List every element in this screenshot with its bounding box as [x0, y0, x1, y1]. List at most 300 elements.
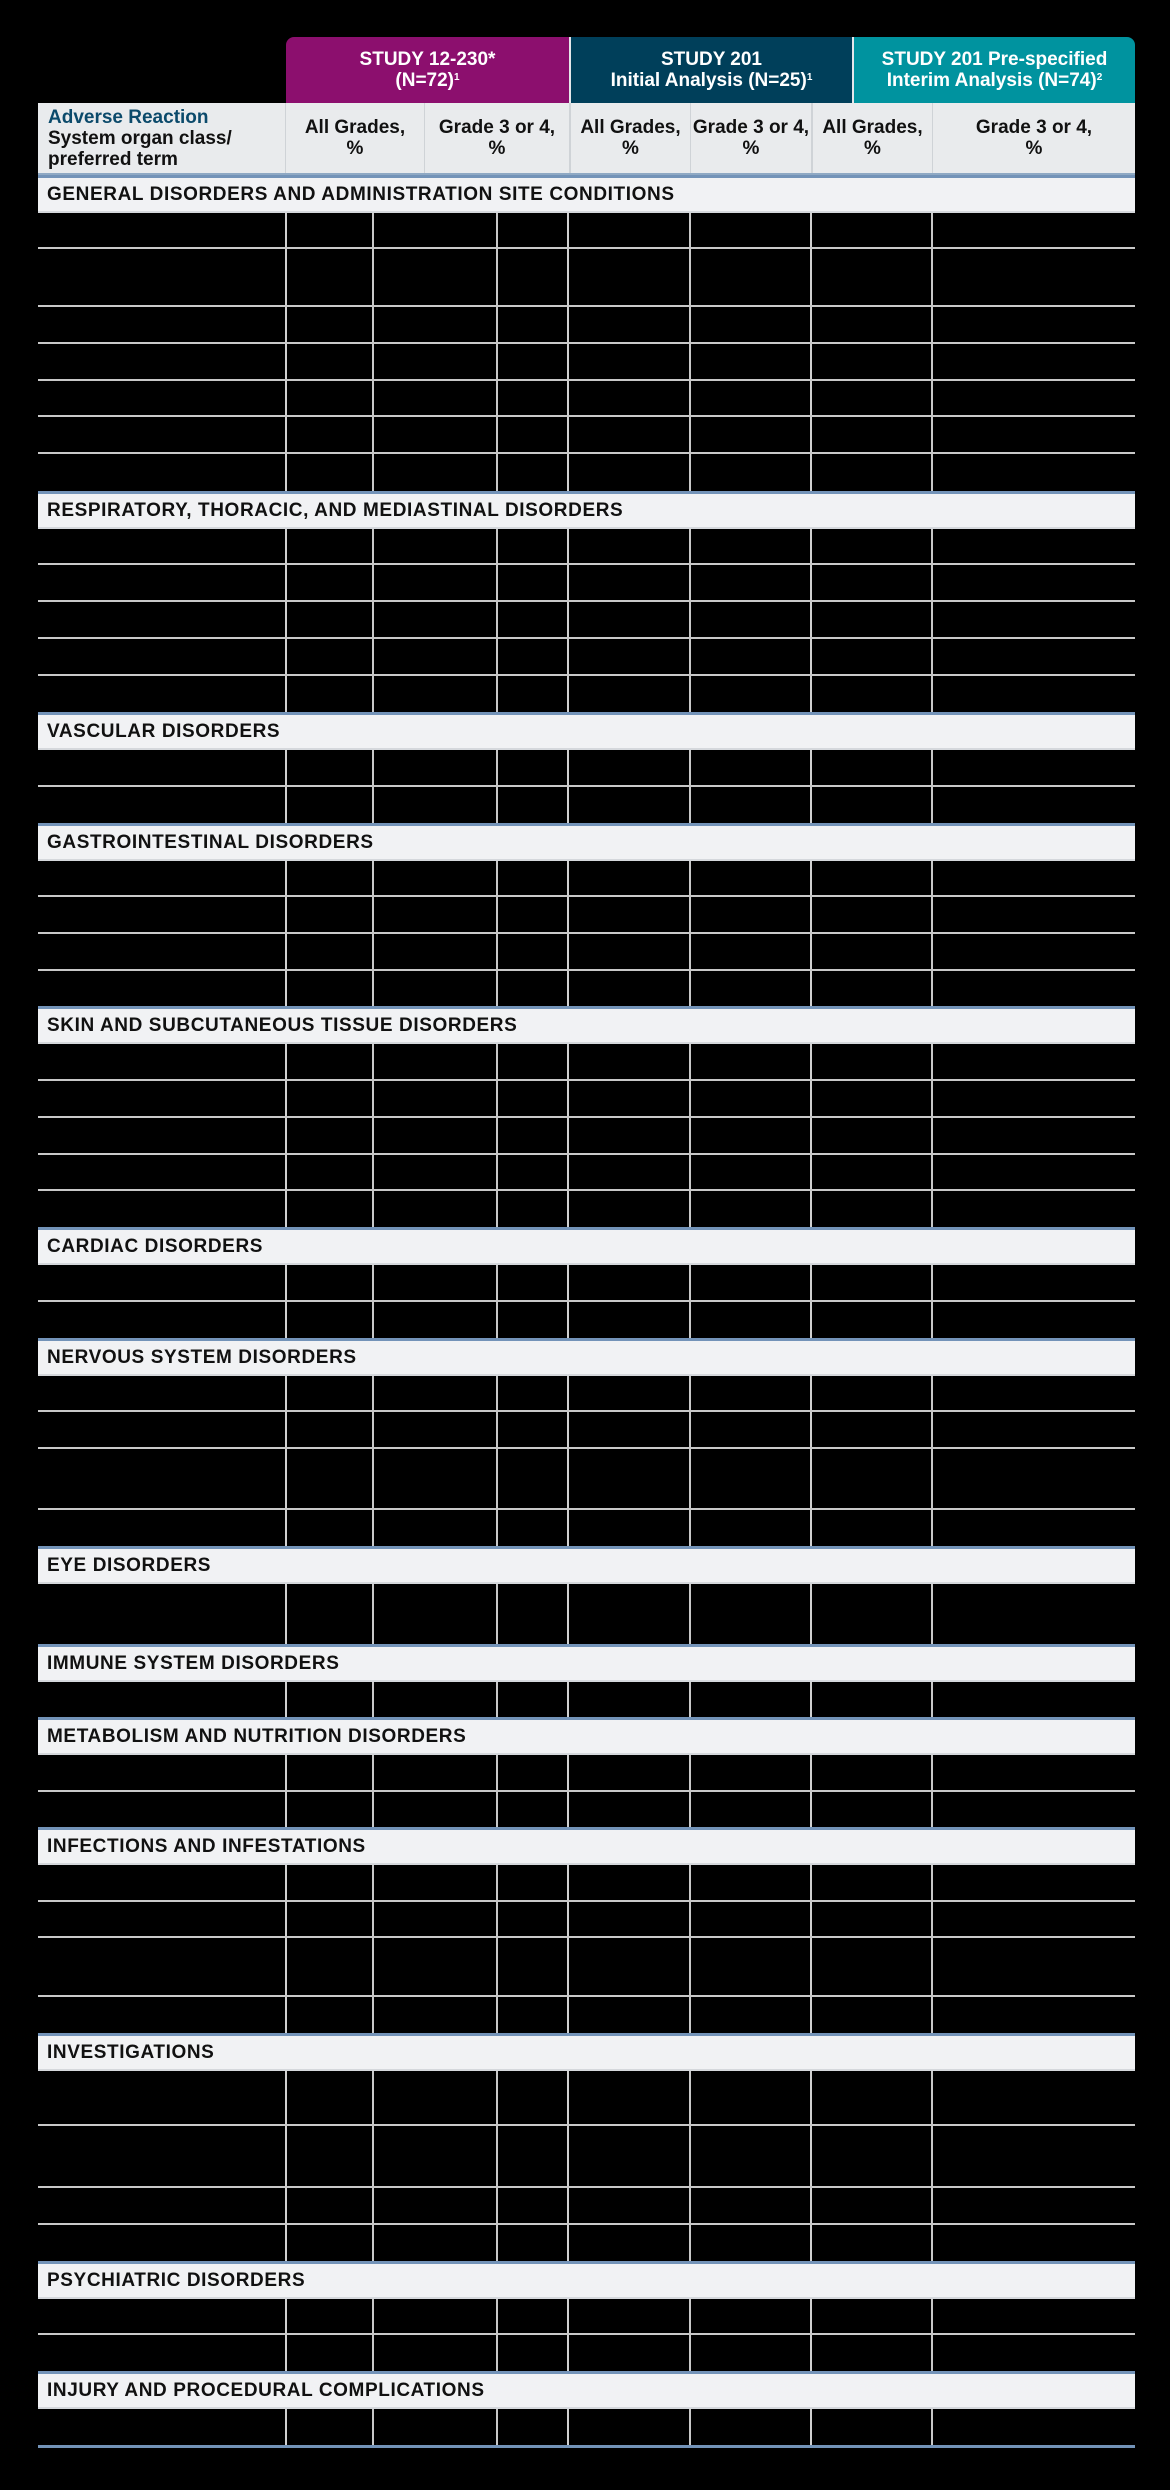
- table-row: [38, 2335, 1135, 2371]
- cell-divider: [372, 639, 374, 674]
- cell-divider: [810, 417, 812, 452]
- cell-divider: [496, 1449, 498, 1508]
- cell-divider: [689, 1510, 691, 1546]
- cell-divider: [567, 249, 569, 305]
- cell-divider: [372, 1412, 374, 1447]
- cell-divider: [372, 1376, 374, 1410]
- cell-divider: [689, 2299, 691, 2333]
- cell-divider: [931, 381, 933, 415]
- table-row: [38, 1902, 1135, 1938]
- cell-divider: [285, 454, 287, 491]
- cell-divider: [689, 213, 691, 247]
- cell-divider: [810, 1584, 812, 1644]
- table-row: [38, 602, 1135, 639]
- section-header: EYE DISORDERS: [38, 1546, 1135, 1584]
- cell-divider: [372, 2225, 374, 2261]
- cell-divider: [496, 1265, 498, 1300]
- cell-divider: [567, 639, 569, 674]
- section-header: CARDIAC DISORDERS: [38, 1227, 1135, 1265]
- cell-divider: [285, 602, 287, 637]
- cell-divider: [496, 417, 498, 452]
- cell-divider: [689, 2071, 691, 2124]
- cell-divider: [567, 213, 569, 247]
- cell-divider: [567, 1118, 569, 1153]
- table-row: [38, 2225, 1135, 2261]
- cell-divider: [567, 1938, 569, 1995]
- cell-divider: [567, 1510, 569, 1546]
- cell-divider: [567, 1191, 569, 1227]
- cell-divider: [931, 454, 933, 491]
- cell-divider: [372, 1938, 374, 1995]
- cell-divider: [285, 639, 287, 674]
- cell-divider: [372, 2188, 374, 2223]
- table-row: [38, 1118, 1135, 1155]
- cell-divider: [567, 1081, 569, 1116]
- cell-divider: [372, 934, 374, 969]
- cell-divider: [372, 861, 374, 895]
- section-header: METABOLISM AND NUTRITION DISORDERS: [38, 1717, 1135, 1755]
- cell-divider: [689, 1902, 691, 1936]
- study-title: STUDY 201: [660, 49, 762, 70]
- cell-divider: [689, 307, 691, 342]
- cell-divider: [810, 1938, 812, 1995]
- cell-divider: [689, 1302, 691, 1338]
- table-row: [38, 934, 1135, 971]
- table-row: [38, 1584, 1135, 1644]
- col-header-line1: All Grades,: [304, 117, 406, 138]
- cell-divider: [931, 249, 933, 305]
- cell-divider: [931, 2299, 933, 2333]
- section-header: INVESTIGATIONS: [38, 2033, 1135, 2071]
- cell-divider: [810, 1865, 812, 1900]
- cell-divider: [931, 1792, 933, 1827]
- cell-divider: [285, 1755, 287, 1790]
- section-header: IMMUNE SYSTEM DISORDERS: [38, 1644, 1135, 1682]
- col-header-line2: %: [488, 138, 506, 159]
- cell-divider: [285, 213, 287, 247]
- cell-divider: [285, 1412, 287, 1447]
- cell-divider: [496, 1118, 498, 1153]
- section-header: INJURY AND PROCEDURAL COMPLICATIONS: [38, 2371, 1135, 2409]
- table-row: [38, 529, 1135, 565]
- cell-divider: [496, 934, 498, 969]
- cell-divider: [372, 1081, 374, 1116]
- col-header-study2-all-grades: [569, 103, 690, 173]
- cell-divider: [285, 1376, 287, 1410]
- cell-divider: [810, 529, 812, 563]
- cell-divider: [931, 307, 933, 342]
- cell-divider: [931, 1584, 933, 1644]
- col-header-study3-grade34: [932, 103, 1135, 173]
- cell-divider: [689, 1755, 691, 1790]
- cell-divider: [285, 1510, 287, 1546]
- cell-divider: [285, 1584, 287, 1644]
- cell-divider: [931, 565, 933, 600]
- study-201-initial-header: [569, 37, 852, 103]
- cell-divider: [496, 639, 498, 674]
- cell-divider: [931, 1118, 933, 1153]
- cell-divider: [372, 1865, 374, 1900]
- cell-divider: [285, 2225, 287, 2261]
- cell-divider: [689, 2409, 691, 2445]
- table-row: [38, 565, 1135, 602]
- cell-divider: [567, 417, 569, 452]
- cell-divider: [689, 454, 691, 491]
- cell-divider: [496, 2188, 498, 2223]
- cell-divider: [285, 2188, 287, 2223]
- cell-divider: [567, 861, 569, 895]
- cell-divider: [496, 750, 498, 785]
- cell-divider: [810, 1376, 812, 1410]
- cell-divider: [689, 1118, 691, 1153]
- col-header-study1-all-grades: [285, 103, 424, 173]
- cell-divider: [567, 2299, 569, 2333]
- cell-divider: [689, 2188, 691, 2223]
- section-header: SKIN AND SUBCUTANEOUS TISSUE DISORDERS: [38, 1006, 1135, 1044]
- cell-divider: [810, 565, 812, 600]
- cell-divider: [931, 1682, 933, 1717]
- cell-divider: [372, 2071, 374, 2124]
- cell-divider: [931, 1755, 933, 1790]
- cell-divider: [810, 1449, 812, 1508]
- cell-divider: [496, 213, 498, 247]
- cell-divider: [372, 1265, 374, 1300]
- section-header: GENERAL DISORDERS AND ADMINISTRATION SITE CONDITIONS: [38, 175, 1135, 213]
- cell-divider: [931, 2188, 933, 2223]
- col-header-line1: All Grades,: [580, 117, 681, 138]
- cell-divider: [496, 1865, 498, 1900]
- cell-divider: [931, 971, 933, 1006]
- cell-divider: [810, 381, 812, 415]
- cell-divider: [285, 2335, 287, 2371]
- cell-divider: [689, 1265, 691, 1300]
- cell-divider: [496, 1412, 498, 1447]
- cell-divider: [689, 381, 691, 415]
- cell-divider: [567, 307, 569, 342]
- cell-divider: [810, 213, 812, 247]
- table-row: [38, 1449, 1135, 1510]
- soc-label-line2: preferred term: [48, 148, 178, 170]
- footnote-marker: 2: [1096, 72, 1103, 83]
- cell-divider: [285, 381, 287, 415]
- cell-divider: [496, 1510, 498, 1546]
- cell-divider: [285, 417, 287, 452]
- cell-divider: [567, 676, 569, 712]
- table-row: [38, 2071, 1135, 2126]
- cell-divider: [567, 602, 569, 637]
- cell-divider: [810, 1044, 812, 1079]
- col-header-line2: %: [346, 138, 364, 159]
- cell-divider: [496, 1081, 498, 1116]
- cell-divider: [689, 1997, 691, 2033]
- table-row: [38, 1376, 1135, 1412]
- cell-divider: [372, 249, 374, 305]
- cell-divider: [689, 602, 691, 637]
- table-row: [38, 307, 1135, 344]
- cell-divider: [810, 307, 812, 342]
- cell-divider: [567, 2071, 569, 2124]
- cell-divider: [496, 2126, 498, 2186]
- cell-divider: [372, 2299, 374, 2333]
- table-row: [38, 344, 1135, 381]
- cell-divider: [496, 565, 498, 600]
- cell-divider: [567, 2335, 569, 2371]
- table-row: [38, 1792, 1135, 1827]
- cell-divider: [689, 1865, 691, 1900]
- cell-divider: [810, 2409, 812, 2445]
- footnote-marker: 1: [454, 72, 460, 83]
- cell-divider: [496, 249, 498, 305]
- cell-divider: [810, 1191, 812, 1227]
- cell-divider: [496, 897, 498, 932]
- cell-divider: [285, 1044, 287, 1079]
- cell-divider: [285, 565, 287, 600]
- cell-divider: [496, 2071, 498, 2124]
- cell-divider: [372, 1997, 374, 2033]
- cell-divider: [285, 1997, 287, 2033]
- cell-divider: [496, 2299, 498, 2333]
- table-row: [38, 2188, 1135, 2225]
- cell-divider: [931, 897, 933, 932]
- cell-divider: [285, 1865, 287, 1900]
- cell-divider: [689, 249, 691, 305]
- cell-divider: [931, 676, 933, 712]
- cell-divider: [567, 934, 569, 969]
- cell-divider: [689, 861, 691, 895]
- cell-divider: [285, 2071, 287, 2124]
- cell-divider: [285, 1938, 287, 1995]
- cell-divider: [931, 934, 933, 969]
- table-row: [38, 676, 1135, 712]
- cell-divider: [931, 1902, 933, 1936]
- cell-divider: [689, 1682, 691, 1717]
- table-row: [38, 1191, 1135, 1227]
- cell-divider: [496, 971, 498, 1006]
- cell-divider: [567, 1584, 569, 1644]
- cell-divider: [810, 861, 812, 895]
- cell-divider: [931, 2225, 933, 2261]
- cell-divider: [689, 750, 691, 785]
- cell-divider: [689, 971, 691, 1006]
- adverse-reaction-header: [38, 103, 285, 173]
- cell-divider: [810, 1902, 812, 1936]
- cell-divider: [567, 1302, 569, 1338]
- cell-divider: [285, 249, 287, 305]
- cell-divider: [285, 787, 287, 823]
- cell-divider: [496, 676, 498, 712]
- cell-divider: [689, 1938, 691, 1995]
- cell-divider: [689, 787, 691, 823]
- table-row: [38, 1155, 1135, 1191]
- cell-divider: [285, 1682, 287, 1717]
- cell-divider: [810, 2335, 812, 2371]
- cell-divider: [285, 1302, 287, 1338]
- cell-divider: [931, 1376, 933, 1410]
- cell-divider: [810, 2188, 812, 2223]
- cell-divider: [567, 1682, 569, 1717]
- cell-divider: [810, 639, 812, 674]
- cell-divider: [567, 2409, 569, 2445]
- cell-divider: [372, 565, 374, 600]
- cell-divider: [567, 2126, 569, 2186]
- cell-divider: [496, 1044, 498, 1079]
- cell-divider: [496, 529, 498, 563]
- table-row: [38, 213, 1135, 249]
- table-row: [38, 417, 1135, 454]
- cell-divider: [567, 1155, 569, 1189]
- cell-divider: [810, 2071, 812, 2124]
- cell-divider: [372, 1449, 374, 1508]
- cell-divider: [567, 971, 569, 1006]
- cell-divider: [931, 861, 933, 895]
- cell-divider: [496, 1682, 498, 1717]
- table-row: [38, 1938, 1135, 1997]
- cell-divider: [689, 2126, 691, 2186]
- cell-divider: [285, 1449, 287, 1508]
- table-row: [38, 971, 1135, 1006]
- cell-divider: [372, 1792, 374, 1827]
- adverse-reaction-title: Adverse Reaction: [48, 106, 209, 128]
- cell-divider: [810, 249, 812, 305]
- cell-divider: [931, 344, 933, 379]
- cell-divider: [496, 2225, 498, 2261]
- cell-divider: [372, 454, 374, 491]
- cell-divider: [810, 602, 812, 637]
- cell-divider: [689, 1792, 691, 1827]
- cell-divider: [931, 1191, 933, 1227]
- cell-divider: [931, 417, 933, 452]
- col-header-study1-grade34: [424, 103, 569, 173]
- cell-divider: [931, 1265, 933, 1300]
- cell-divider: [496, 1792, 498, 1827]
- cell-divider: [496, 1376, 498, 1410]
- cell-divider: [285, 1265, 287, 1300]
- col-header-line2: %: [1025, 138, 1043, 159]
- cell-divider: [567, 1376, 569, 1410]
- cell-divider: [567, 381, 569, 415]
- study-subtitle: (N=72): [395, 70, 455, 91]
- cell-divider: [372, 2335, 374, 2371]
- cell-divider: [931, 787, 933, 823]
- cell-divider: [496, 787, 498, 823]
- cell-divider: [931, 1510, 933, 1546]
- cell-divider: [931, 529, 933, 563]
- cell-divider: [931, 1302, 933, 1338]
- cell-divider: [496, 602, 498, 637]
- cell-divider: [496, 1997, 498, 2033]
- cell-divider: [285, 750, 287, 785]
- cell-divider: [931, 1081, 933, 1116]
- table-row: [38, 2299, 1135, 2335]
- cell-divider: [931, 1997, 933, 2033]
- cell-divider: [567, 1902, 569, 1936]
- table-row: [38, 2409, 1135, 2445]
- col-header-study2-grade34: [690, 103, 811, 173]
- section-header: INFECTIONS AND INFESTATIONS: [38, 1827, 1135, 1865]
- cell-divider: [567, 2188, 569, 2223]
- col-header-line2: %: [742, 138, 760, 159]
- table-row: [38, 897, 1135, 934]
- cell-divider: [810, 1118, 812, 1153]
- table-row: [38, 1510, 1135, 1546]
- cell-divider: [689, 344, 691, 379]
- cell-divider: [285, 676, 287, 712]
- cell-divider: [567, 1412, 569, 1447]
- col-header-line2: %: [864, 138, 881, 159]
- cell-divider: [285, 2126, 287, 2186]
- cell-divider: [931, 213, 933, 247]
- cell-divider: [496, 861, 498, 895]
- cell-divider: [496, 344, 498, 379]
- cell-divider: [810, 971, 812, 1006]
- table-row: [38, 1044, 1135, 1081]
- cell-divider: [285, 1902, 287, 1936]
- cell-divider: [496, 1302, 498, 1338]
- cell-divider: [689, 1376, 691, 1410]
- cell-divider: [689, 529, 691, 563]
- cell-divider: [567, 787, 569, 823]
- cell-divider: [285, 2299, 287, 2333]
- cell-divider: [496, 307, 498, 342]
- cell-divider: [567, 1997, 569, 2033]
- cell-divider: [372, 676, 374, 712]
- cell-divider: [372, 971, 374, 1006]
- cell-divider: [372, 787, 374, 823]
- cell-divider: [810, 1997, 812, 2033]
- cell-divider: [931, 1155, 933, 1189]
- cell-divider: [496, 381, 498, 415]
- cell-divider: [689, 2335, 691, 2371]
- table-row: [38, 1265, 1135, 1302]
- cell-divider: [567, 565, 569, 600]
- cell-divider: [567, 344, 569, 379]
- col-header-line1: All Grades,: [822, 117, 923, 138]
- cell-divider: [496, 2409, 498, 2445]
- cell-divider: [372, 1682, 374, 1717]
- section-header: VASCULAR DISORDERS: [38, 712, 1135, 750]
- cell-divider: [372, 381, 374, 415]
- cell-divider: [689, 1584, 691, 1644]
- cell-divider: [372, 602, 374, 637]
- cell-divider: [567, 750, 569, 785]
- cell-divider: [689, 1412, 691, 1447]
- table-row: [38, 1081, 1135, 1118]
- cell-divider: [689, 1191, 691, 1227]
- cell-divider: [689, 897, 691, 932]
- section-header: PSYCHIATRIC DISORDERS: [38, 2261, 1135, 2299]
- cell-divider: [496, 1584, 498, 1644]
- cell-divider: [931, 1449, 933, 1508]
- cell-divider: [285, 307, 287, 342]
- cell-divider: [285, 2409, 287, 2445]
- cell-divider: [810, 1081, 812, 1116]
- cell-divider: [689, 565, 691, 600]
- cell-divider: [810, 1510, 812, 1546]
- cell-divider: [372, 1155, 374, 1189]
- cell-divider: [372, 213, 374, 247]
- cell-divider: [372, 307, 374, 342]
- cell-divider: [567, 1449, 569, 1508]
- soc-label-line1: System organ class/: [48, 127, 232, 149]
- cell-divider: [372, 1191, 374, 1227]
- table-row: [38, 750, 1135, 787]
- cell-divider: [285, 1118, 287, 1153]
- cell-divider: [285, 897, 287, 932]
- table-bottom-border: [38, 2445, 1135, 2448]
- column-header-row: [38, 103, 1135, 175]
- study-201-interim-header: [852, 37, 1135, 103]
- cell-divider: [810, 344, 812, 379]
